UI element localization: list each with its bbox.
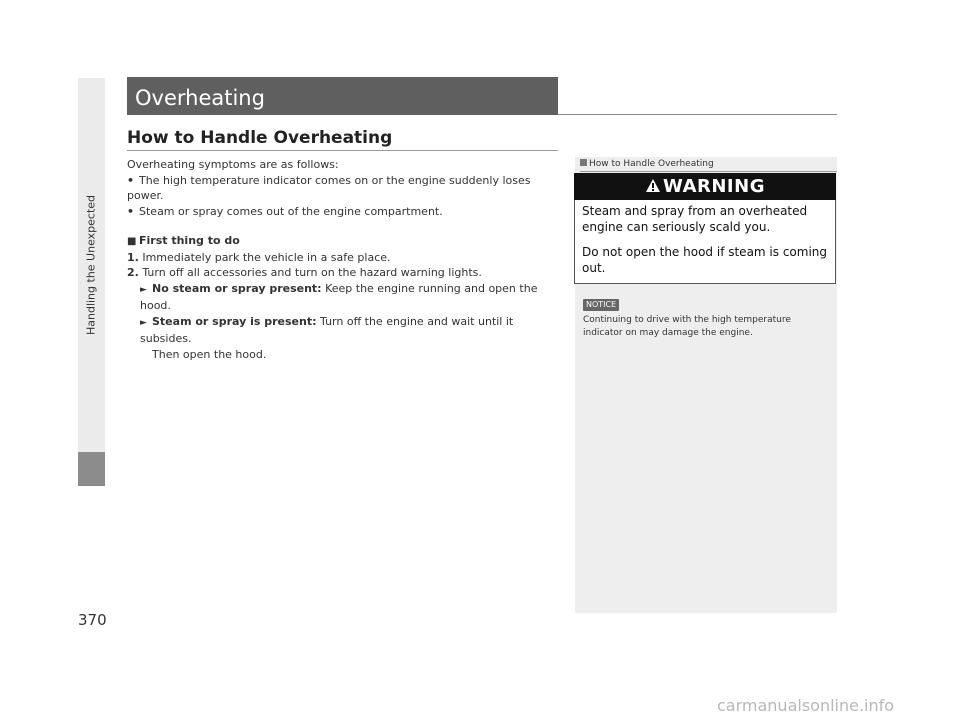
intro-text: Overheating symptoms are as follows:: [127, 158, 339, 171]
section-heading: How to Handle Overheating: [127, 128, 393, 148]
watermark: carmanualsonline.info: [717, 696, 895, 715]
step-item: 1. Immediately park the vehicle in a safe place.: [127, 250, 391, 264]
side-tab-marker: [78, 452, 105, 486]
sidebar-rule: [580, 171, 837, 172]
warning-triangle-icon: [645, 178, 661, 193]
arrow-icon: ►: [140, 284, 147, 295]
symptom-item: • The high temperature indicator comes on or the engine suddenly loses power.: [127, 173, 531, 202]
main-body: [127, 157, 567, 362]
first-thing-heading: ■ First thing to do: [127, 233, 567, 250]
warning-text: [582, 203, 830, 285]
warning-line: Steam and spray from an overheated engine can seriously scald you.: [582, 204, 808, 234]
reference-icon: [580, 159, 587, 166]
title-rule: [558, 114, 837, 115]
sub-step-b-continued: Then open the hood.: [152, 347, 267, 361]
step-item: 2. Turn off all accessories and turn on the hazard warning lights.: [127, 266, 482, 279]
page-number: 370: [78, 611, 107, 629]
bullet-icon: •: [127, 173, 135, 187]
page-title: Overheating: [135, 86, 265, 110]
notice-text: Continuing to drive with the high temperature indicator on may damage the engine.: [583, 315, 791, 338]
side-tab-label: Handling the Unexpected: [84, 194, 98, 336]
square-bullet-icon: ■: [127, 236, 137, 247]
sub-step-b: ► Steam or spray is present: Turn off the engine and wait until it subsides.: [140, 314, 514, 345]
symptom-item: • Steam or spray comes out of the engine compartment.: [127, 204, 443, 218]
sub-step-a: ► No steam or spray present: Keep the engine running and open the hood.: [140, 281, 538, 312]
notice-badge: NOTICE: [583, 299, 619, 311]
warning-line: Do not open the hood if steam is coming out.: [582, 245, 828, 275]
sidebar-heading: How to Handle Overheating: [580, 158, 714, 170]
warning-title: WARNING: [574, 176, 836, 198]
bullet-icon: •: [127, 204, 135, 218]
section-rule: [127, 150, 558, 151]
arrow-icon: ►: [140, 317, 147, 328]
